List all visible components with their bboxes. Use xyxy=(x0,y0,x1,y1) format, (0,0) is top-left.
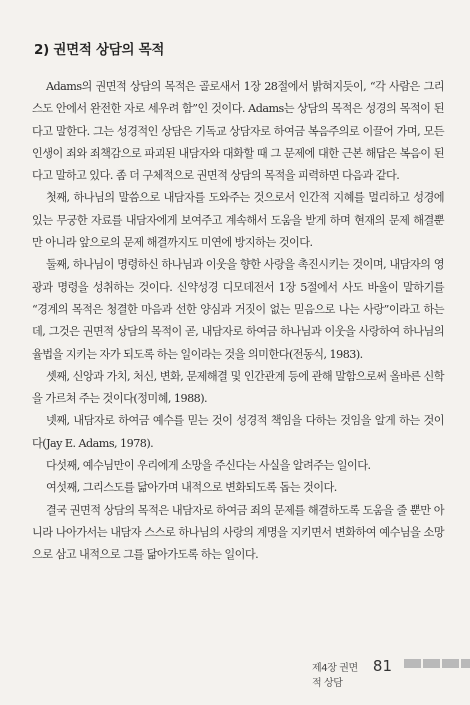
footer-bar xyxy=(404,659,421,668)
paragraph-fourth: 넷째, 내담자로 하여금 예수를 믿는 것이 성경적 책임을 다하는 것임을 알게 하는 것이다(Jay E. Adams, 1978). xyxy=(32,414,444,450)
page-number: 81 xyxy=(372,657,392,675)
paragraph-first: 첫째, 하나님의 말씀으로 내담자를 도와주는 것으로서 인간적 지혜를 멀리하고 성경에 있는 무궁한 자료를 내담자에게 보여주고 계속해서 도움을 받게 하며 현재의 문제 해결뿐만 아니라 앞으로의 문제 해결까지도 미연에 방지하는 것이다. xyxy=(32,191,444,250)
body-text xyxy=(32,76,444,567)
chapter-label: 제4장 권면적 상담 xyxy=(312,663,358,689)
footer-bar xyxy=(461,659,470,668)
section-heading: 2) 권면적 상담의 목적 xyxy=(34,42,165,58)
footer-bar xyxy=(442,659,459,668)
paragraph-second: 둘째, 하나님이 명령하신 하나님과 이웃을 향한 사랑을 촉진시키는 것이며, 내담자의 영광과 명령을 성취하는 것이다. 신약성경 디모데전서 1장 5절에서 사도 바울이 말하기를 “경계의 목적은 청결한 마음과 선한 양심과 거짓이 없는 믿음으로 나는 사랑”이라고 하는데, 그것은 권면적 상담의 목적이 곧, 내담자로 하여금 하나님과 이웃을 사랑하여 하나님의 율법을 지키는 자가 되도록 하는 일이라는 것을 의미한다(전동식, 1983). xyxy=(32,258,444,361)
paragraph-fifth: 다섯째, 예수님만이 우리에게 소망을 주신다는 사실을 알려주는 일이다. xyxy=(46,459,371,473)
page-footer xyxy=(312,657,470,689)
paragraph-conclusion: 결국 권면적 상담의 목적은 내담자로 하여금 죄의 문제를 해결하도록 도움을 줄 뿐만 아니라 나아가서는 내담자 스스로 하나님의 사랑의 계명을 지키면서 변화하여 예수님을 소망으로 삼고 내적으로 그를 닮아가도록 하는 일이다. xyxy=(32,503,444,562)
paragraph-sixth: 여섯째, 그리스도를 닮아가며 내적으로 변화되도록 돕는 것이다. xyxy=(46,481,337,495)
footer-bar xyxy=(423,659,440,668)
paragraph-third: 셋째, 신앙과 가치, 처신, 변화, 문제해결 및 인간관계 등에 관해 말함으로써 올바른 신학을 가르쳐 주는 것이다(정미혜, 1988). xyxy=(32,369,444,406)
footer-decoration xyxy=(404,659,470,668)
paragraph-intro: Adams의 권면적 상담의 목적은 골로새서 1장 28절에서 밝혀지듯이, “각 사람은 그리스도 안에서 완전한 자로 세우려 함”인 것이다. Adams는 상담의 목적은 성경의 목적이 된다고 말한다. 그는 성경적인 상담은 기독교 상담자로 하여금 복음주의로 이끌어 가며, 모든 인생이 죄와 죄책감으로 파괴된 내담자와 대화할 때 그 문제에 대한 근본 해답은 복음이 된다고 말하고 있다. 좀 더 구체적으로 권면적 상담의 목적을 피력하면 다음과 같다. xyxy=(32,80,444,183)
